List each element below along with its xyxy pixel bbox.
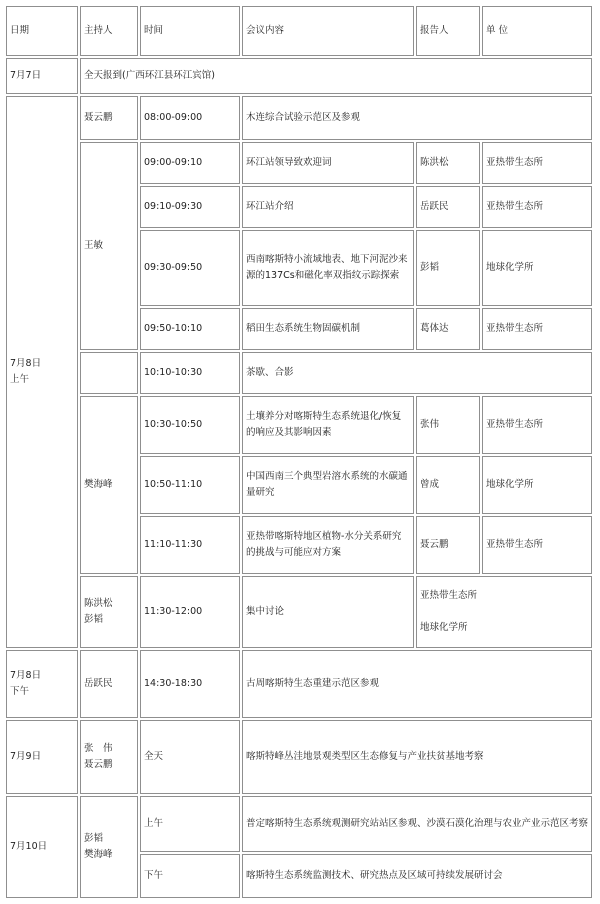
session-content: 土壤养分对喀斯特生态系统退化/恢复的响应及其影响因素 bbox=[242, 396, 414, 454]
session-unit: 地球化学所 bbox=[482, 456, 592, 514]
header-time: 时间 bbox=[140, 6, 240, 56]
day3-content: 喀斯特峰丛洼地景观类型区生态修复与产业扶贫基地考察 bbox=[242, 720, 592, 794]
session-content: 稻田生态系统生物固碳机制 bbox=[242, 308, 414, 350]
day3-time: 全天 bbox=[140, 720, 240, 794]
session-time: 09:10-09:30 bbox=[140, 186, 240, 228]
session-unit: 亚热带生态所 bbox=[482, 142, 592, 184]
session-content: 集中讨论 bbox=[242, 576, 414, 648]
session-time: 09:00-09:10 bbox=[140, 142, 240, 184]
session-content: 中国西南三个典型岩溶水系统的水碳通量研究 bbox=[242, 456, 414, 514]
session-time: 11:30-12:00 bbox=[140, 576, 240, 648]
header-reporter: 报告人 bbox=[416, 6, 480, 56]
header-host: 主持人 bbox=[80, 6, 138, 56]
day3-host: 张 伟 聂云鹏 bbox=[80, 720, 138, 794]
day2pm-host: 岳跃民 bbox=[80, 650, 138, 718]
session-reporter: 岳跃民 bbox=[416, 186, 480, 228]
day2am-host-1: 聂云鹏 bbox=[80, 96, 138, 140]
day2am-host-4: 陈洪松 彭韬 bbox=[80, 576, 138, 648]
day4-date: 7月10日 bbox=[6, 796, 78, 898]
day2pm-date: 7月8日 下午 bbox=[6, 650, 78, 718]
day1-content: 全天报到(广西环江县环江宾馆) bbox=[80, 58, 592, 94]
session-unit: 亚热带生态所 bbox=[482, 186, 592, 228]
header-unit: 单 位 bbox=[482, 6, 592, 56]
day2am-host-3: 樊海峰 bbox=[80, 396, 138, 574]
session-time: 11:10-11:30 bbox=[140, 516, 240, 574]
session-time: 10:30-10:50 bbox=[140, 396, 240, 454]
day2pm-content: 古周喀斯特生态重建示范区参观 bbox=[242, 650, 592, 718]
day2am-host-empty bbox=[80, 352, 138, 394]
session-content: 亚热带喀斯特地区植物-水分关系研究的挑战与可能应对方案 bbox=[242, 516, 414, 574]
session-unit: 亚热带生态所 bbox=[482, 396, 592, 454]
session-content: 环江站介绍 bbox=[242, 186, 414, 228]
day2pm-time: 14:30-18:30 bbox=[140, 650, 240, 718]
day4-time-pm: 下午 bbox=[140, 854, 240, 898]
day4-content-am: 普定喀斯特生态系统观测研究站站区参观、沙漠石漠化治理与农业产业示范区考察 bbox=[242, 796, 592, 852]
session-reporter: 张伟 bbox=[416, 396, 480, 454]
session-content: 木连综合试验示范区及参观 bbox=[242, 96, 592, 140]
session-time: 09:30-09:50 bbox=[140, 230, 240, 306]
session-reporter: 曾成 bbox=[416, 456, 480, 514]
day4-host: 彭韬 樊海峰 bbox=[80, 796, 138, 898]
day4-time-am: 上午 bbox=[140, 796, 240, 852]
session-content: 西南喀斯特小流域地表、地下河泥沙来源的137Cs和磁化率双指纹示踪探索 bbox=[242, 230, 414, 306]
session-unit: 亚热带生态所 bbox=[482, 308, 592, 350]
session-reporter: 葛体达 bbox=[416, 308, 480, 350]
session-time: 10:50-11:10 bbox=[140, 456, 240, 514]
day3-date: 7月9日 bbox=[6, 720, 78, 794]
header-content: 会议内容 bbox=[242, 6, 414, 56]
day2am-host-2: 王敏 bbox=[80, 142, 138, 350]
session-time: 10:10-10:30 bbox=[140, 352, 240, 394]
session-unit: 亚热带生态所 地球化学所 bbox=[416, 576, 592, 648]
header-date: 日期 bbox=[6, 6, 78, 56]
day2am-date: 7月8日 上午 bbox=[6, 96, 78, 648]
session-reporter: 陈洪松 bbox=[416, 142, 480, 184]
session-content: 环江站领导致欢迎词 bbox=[242, 142, 414, 184]
session-unit: 地球化学所 bbox=[482, 230, 592, 306]
session-time: 09:50-10:10 bbox=[140, 308, 240, 350]
session-content: 茶歇、合影 bbox=[242, 352, 592, 394]
day4-content-pm: 喀斯特生态系统监测技术、研究热点及区域可持续发展研讨会 bbox=[242, 854, 592, 898]
session-reporter: 彭韬 bbox=[416, 230, 480, 306]
session-unit: 亚热带生态所 bbox=[482, 516, 592, 574]
day1-date: 7月7日 bbox=[6, 58, 78, 94]
session-time: 08:00-09:00 bbox=[140, 96, 240, 140]
session-reporter: 聂云鹏 bbox=[416, 516, 480, 574]
